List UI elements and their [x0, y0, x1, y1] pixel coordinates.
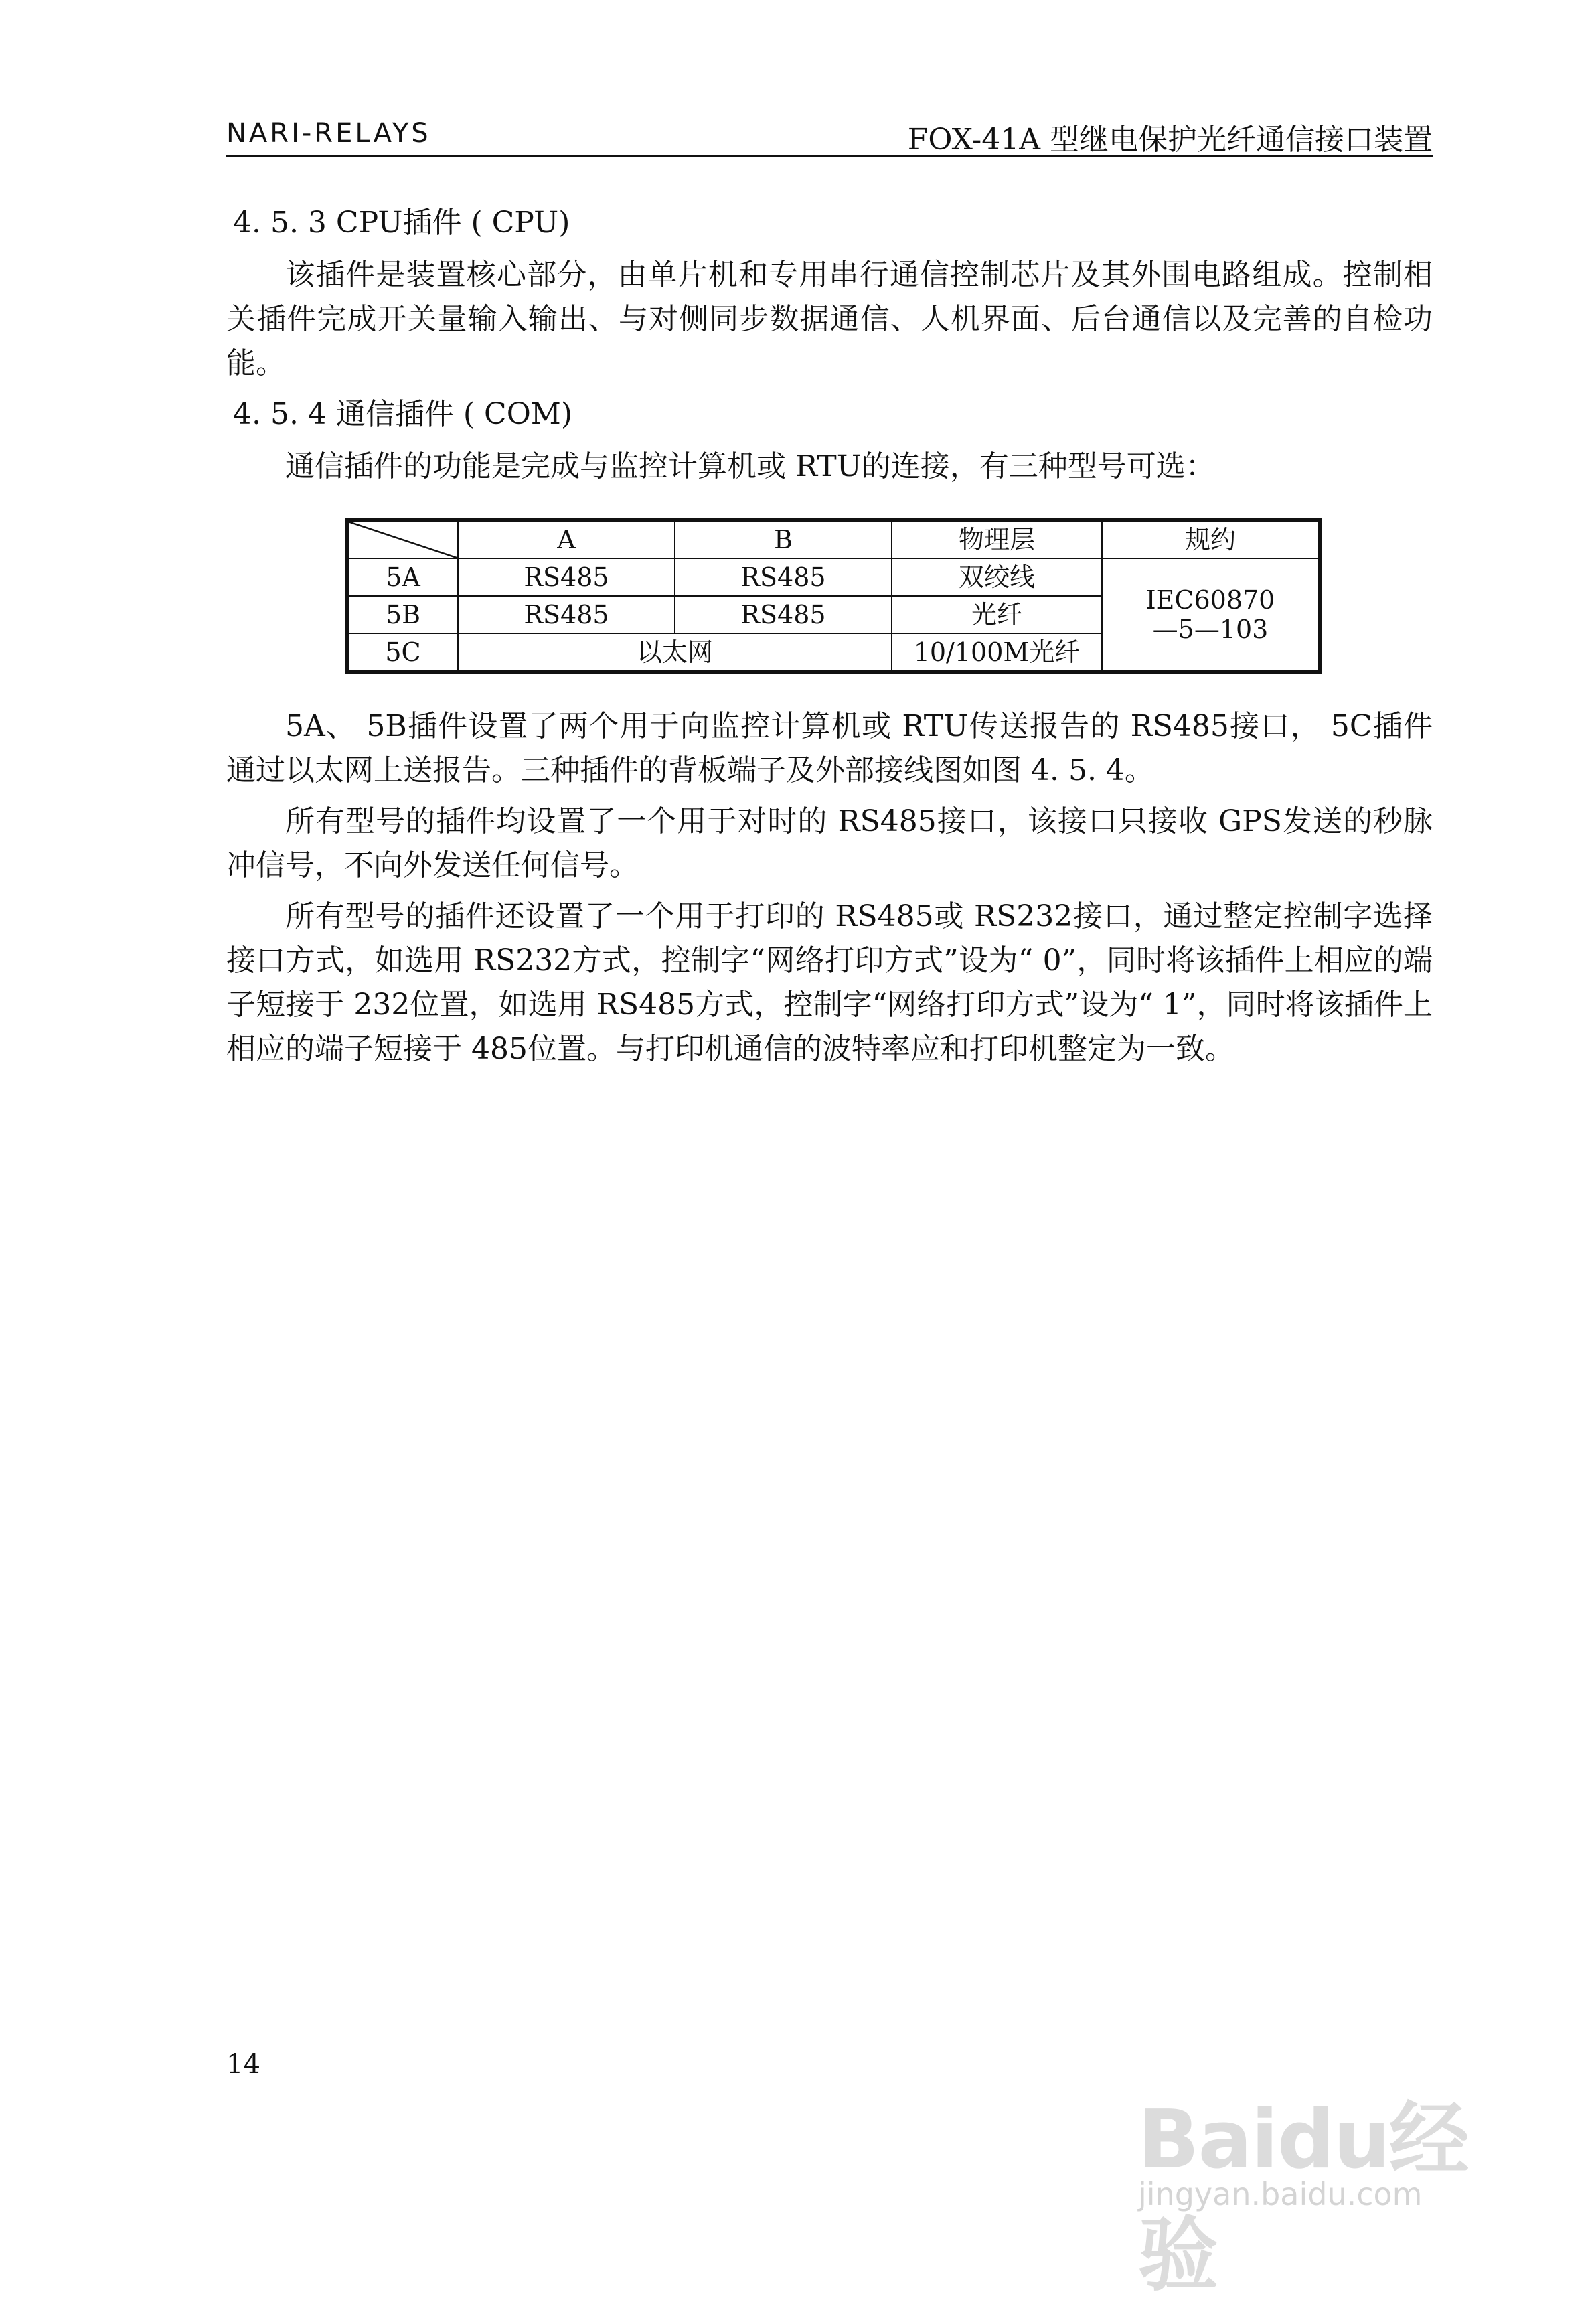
row-label: 5B: [347, 596, 459, 633]
cell-physical: 双绞线: [892, 558, 1102, 596]
watermark-url: jingyan.baidu.com: [1138, 2176, 1423, 2212]
main-content: [226, 201, 1433, 1078]
cell-physical: 10/100M光纤: [892, 633, 1102, 672]
paragraph-printer: 所有型号的插件还设置了一个用于打印的 RS485或 RS232接口，通过整定控制字选择接口方式，如选用 RS232方式，控制字“网络打印方式”设为“ 0”，同时将该插件上相应的端子短接于 232位置，如选用 RS485方式，控制字“网络打印方式”设为“ 1”，同时将该插件上相应的端子短接于 485位置。与打印机通信的波特率应和打印机整定为一致。: [226, 899, 1433, 1066]
paragraph-time-sync: 所有型号的插件均设置了一个用于对时的 RS485接口，该接口只接收 GPS发送的秒脉冲信号，不向外发送任何信号。: [226, 804, 1433, 882]
table-header-row: [347, 520, 1320, 559]
section-heading-cpu: 4. 5. 3 CPU插件 ( CPU): [233, 206, 570, 240]
table-header-protocol: 规约: [1102, 520, 1320, 559]
baidu-watermark: [1138, 2069, 1513, 2302]
header-document-title: FOX-41A 型继电保护光纤通信接口装置: [907, 123, 1433, 157]
cell-protocol: [1102, 558, 1320, 672]
com-plugin-table: [345, 518, 1322, 674]
table-header-physical: 物理层: [892, 520, 1102, 559]
page-number: 14: [226, 2049, 260, 2080]
table-header-a: A: [458, 520, 675, 559]
header-divider: [226, 155, 1433, 157]
row-label: 5A: [347, 558, 459, 596]
protocol-line-2: —5—103: [1152, 615, 1269, 644]
table-corner-cell: [347, 520, 459, 559]
paragraph-5a5b: 5A、 5B插件设置了两个用于向监控计算机或 RTU传送报告的 RS485接口， 5C插件通过以太网上送报告。三种插件的背板端子及外部接线图如图 4. 5. 4。: [226, 709, 1433, 787]
cell-b: RS485: [675, 558, 892, 596]
row-label: 5C: [347, 633, 459, 672]
cell-b: RS485: [675, 596, 892, 633]
cell-a: RS485: [458, 596, 675, 633]
paragraph-com-intro: 通信插件的功能是完成与监控计算机或 RTU的连接，有三种型号可选：: [285, 449, 1215, 483]
cell-ab-merged: 以太网: [458, 633, 892, 672]
protocol-line-1: IEC60870: [1145, 585, 1275, 615]
header-company: NARI-RELAYS: [226, 118, 431, 149]
section-heading-com: 4. 5. 4 通信插件 ( COM): [233, 397, 573, 431]
paragraph-cpu: 该插件是装置核心部分，由单片机和专用串行通信控制芯片及其外围电路组成。控制相关插件完成开关量输入输出、与对侧同步数据通信、人机界面、后台通信以及完善的自检功能。: [226, 258, 1433, 380]
table-header-b: B: [675, 520, 892, 559]
table-row: [347, 558, 1320, 596]
watermark-brand: Baidu经验: [1138, 2094, 1468, 2302]
cell-a: RS485: [458, 558, 675, 596]
cell-physical: 光纤: [892, 596, 1102, 633]
